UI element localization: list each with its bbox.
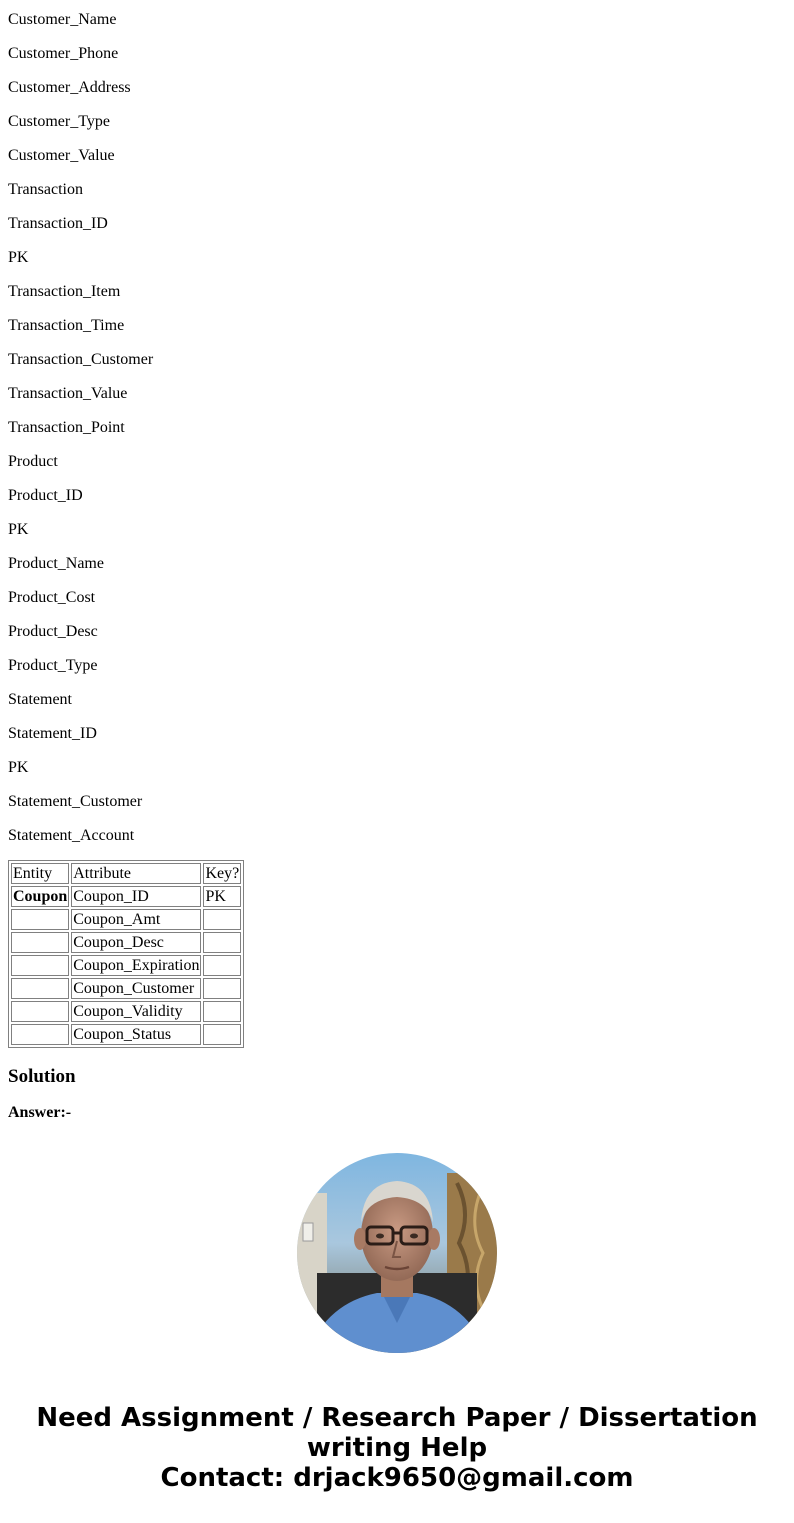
list-item: Transaction_Point bbox=[8, 419, 125, 436]
table-row bbox=[11, 978, 241, 999]
table-cell-entity bbox=[11, 1001, 69, 1022]
table-row bbox=[11, 1024, 241, 1045]
list-item: Product_Desc bbox=[8, 623, 98, 640]
promo-contact: Contact: drjack9650@gmail.com bbox=[160, 1463, 634, 1493]
table-cell-entity bbox=[11, 955, 69, 976]
list-item: Statement_ID bbox=[8, 725, 97, 742]
list-item: Transaction_Value bbox=[8, 385, 128, 402]
table-row bbox=[11, 932, 241, 953]
table-cell-key bbox=[203, 932, 241, 953]
list-item: Product_Type bbox=[8, 657, 98, 674]
author-portrait-image bbox=[297, 1153, 497, 1353]
attribute-list bbox=[8, 0, 786, 850]
table-row bbox=[11, 1001, 241, 1022]
list-item: PK bbox=[8, 521, 29, 538]
table-cell-key: PK bbox=[203, 886, 241, 907]
table-cell-key bbox=[203, 978, 241, 999]
list-item: Product_ID bbox=[8, 487, 83, 504]
list-item: Statement bbox=[8, 691, 72, 708]
coupon-attribute-table bbox=[8, 860, 244, 1048]
table-cell-entity bbox=[11, 1024, 69, 1045]
table-cell-key bbox=[203, 909, 241, 930]
table-row bbox=[11, 886, 241, 907]
list-item: Customer_Address bbox=[8, 79, 131, 96]
list-item: PK bbox=[8, 759, 29, 776]
list-item: PK bbox=[8, 249, 29, 266]
table-cell-attribute: Coupon_Amt bbox=[71, 909, 201, 930]
table-cell-entity bbox=[11, 909, 69, 930]
table-header-row bbox=[11, 863, 241, 884]
list-item: Statement_Account bbox=[8, 827, 135, 844]
table-cell-entity: Coupon bbox=[13, 888, 68, 905]
list-item: Transaction_Customer bbox=[8, 351, 154, 368]
table-cell-key bbox=[203, 1024, 241, 1045]
list-item: Product_Cost bbox=[8, 589, 96, 606]
table-cell-attribute: Coupon_ID bbox=[71, 886, 201, 907]
promo-banner bbox=[0, 1403, 794, 1493]
table-header-key: Key? bbox=[205, 865, 240, 882]
promo-line: writing Help bbox=[306, 1433, 488, 1463]
list-item: Transaction_ID bbox=[8, 215, 108, 232]
list-item: Transaction_Time bbox=[8, 317, 125, 334]
list-item: Customer_Phone bbox=[8, 45, 119, 62]
table-cell-attribute: Coupon_Validity bbox=[71, 1001, 201, 1022]
solution-heading: Solution bbox=[8, 1066, 76, 1087]
list-item: Transaction bbox=[8, 181, 83, 198]
list-item: Product_Name bbox=[8, 555, 104, 572]
table-row bbox=[11, 909, 241, 930]
list-item: Transaction_Item bbox=[8, 283, 121, 300]
table-cell-attribute: Coupon_Desc bbox=[71, 932, 201, 953]
table-cell-entity bbox=[11, 932, 69, 953]
table-cell-attribute: Coupon_Expiration bbox=[73, 957, 200, 974]
list-item: Statement_Customer bbox=[8, 793, 143, 810]
list-item: Customer_Name bbox=[8, 11, 117, 28]
table-cell-entity bbox=[11, 978, 69, 999]
table-row bbox=[11, 955, 241, 976]
table-cell-key bbox=[203, 1001, 241, 1022]
answer-label: Answer:- bbox=[8, 1104, 72, 1121]
table-header-attribute: Attribute bbox=[71, 863, 201, 884]
table-cell-key bbox=[203, 955, 241, 976]
list-item: Customer_Value bbox=[8, 147, 115, 164]
list-item: Customer_Type bbox=[8, 113, 110, 130]
list-item: Product bbox=[8, 453, 58, 470]
promo-line: Need Assignment / Research Paper / Dissertation bbox=[36, 1403, 758, 1433]
table-cell-attribute: Coupon_Customer bbox=[71, 978, 201, 999]
table-header-entity: Entity bbox=[11, 863, 69, 884]
author-avatar bbox=[297, 1153, 497, 1353]
table-cell-attribute: Coupon_Status bbox=[71, 1024, 201, 1045]
